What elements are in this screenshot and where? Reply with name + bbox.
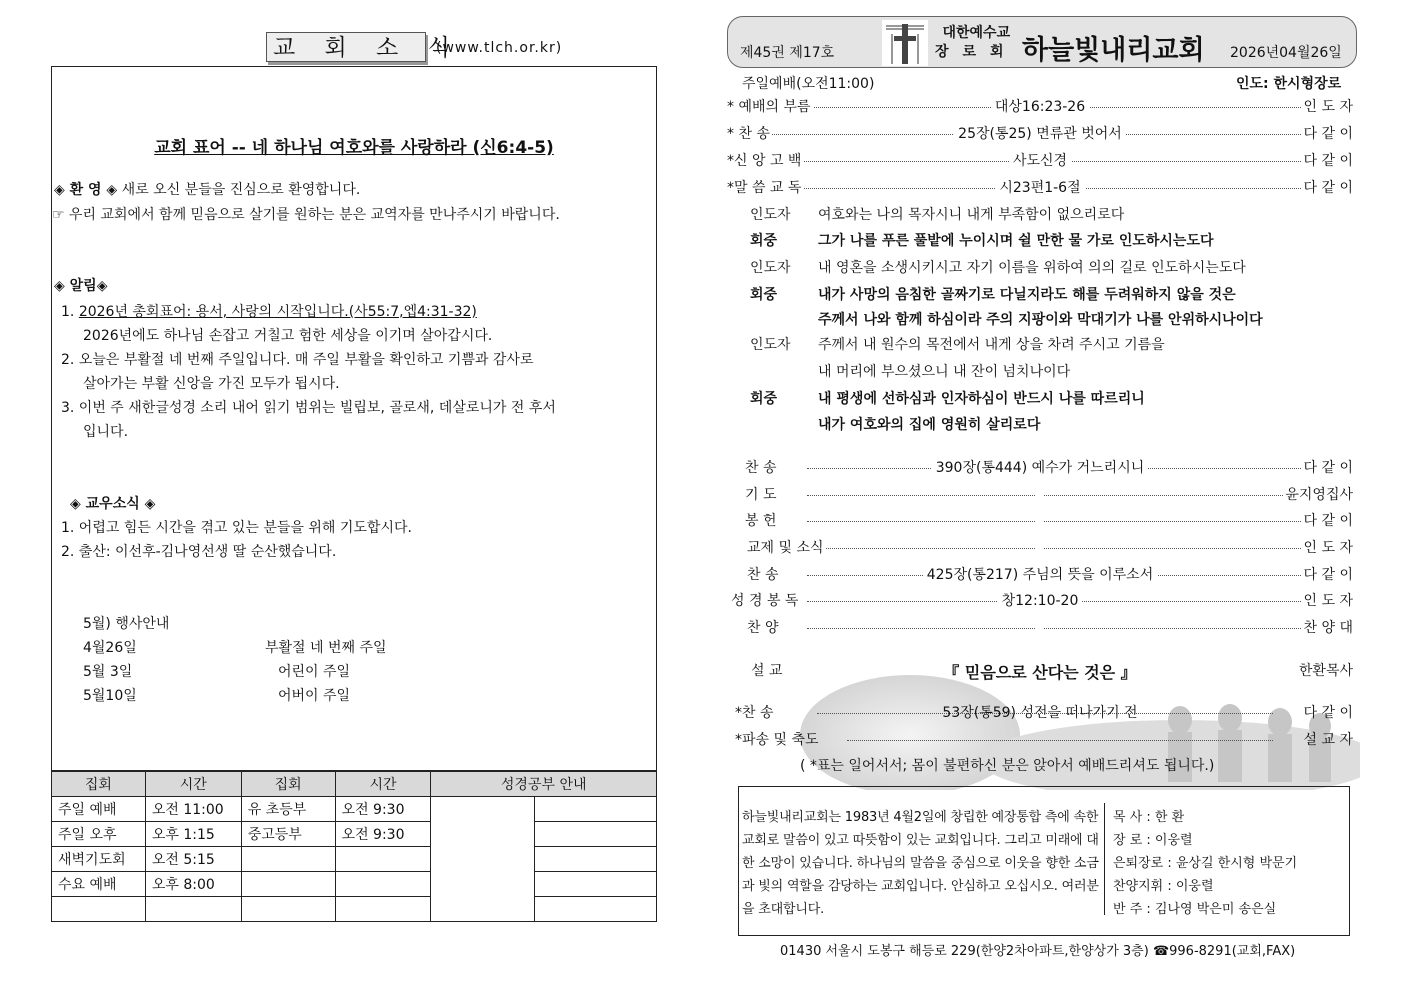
issue-date: 2026년04월26일 [1230, 45, 1342, 61]
event-name: 어린이 주일 [278, 664, 351, 680]
table-cell: 오후 1:15 [145, 822, 241, 847]
worship-order-item: *파송 및 축도 설 교 자 [735, 732, 1353, 748]
table-header: 집회 [241, 772, 335, 797]
service-leader: 인도: 한시형장로 [1236, 76, 1342, 92]
table-header-row [52, 772, 657, 797]
bible-study-cell [431, 797, 535, 922]
responsive-reading-line: 회중 내가 사망의 음침한 골짜기로 다닐지라도 해를 두려워하지 않을 것은 [750, 287, 1236, 303]
table-cell [335, 872, 431, 897]
notice-2: 2. 오늘은 부활절 네 번째 주일입니다. 매 주일 부활을 확인하고 기쁨과 감사로 [61, 352, 534, 368]
church-motto: 교회 표어 -- 네 하나님 여호와를 사랑하라 (신6:4-5) [154, 138, 554, 158]
worship-order-item: 성 경 봉 독 창12:10-20 인 도 자 [727, 590, 1353, 612]
responsive-reading-line: 회중 내 평생에 선하심과 인자하심이 반드시 나를 따르리니 [750, 391, 1145, 407]
worship-order-item: 찬 양 찬 양 대 [727, 617, 1353, 639]
staff-line: 은퇴장로 : 윤상길 한시형 박문기 [1113, 856, 1298, 871]
responsive-reading-line: 주께서 나와 함께 하심이라 주의 지팡이와 막대기가 나를 안위하시나이다 [818, 312, 1263, 328]
table-row [52, 847, 657, 872]
divider [1104, 803, 1105, 915]
welcome-text-2: ☞ 우리 교회에서 함께 믿음으로 살기를 원하는 분은 교역자를 만나주시기 바랍니다. [52, 207, 560, 223]
event-name: 부활절 네 번째 주일 [265, 640, 387, 656]
table-header: 시간 [335, 772, 431, 797]
member-news-2: 2. 출산: 이선후-김나영선생 딸 순산했습니다. [61, 544, 337, 560]
table-cell [335, 847, 431, 872]
table-cell: 주일 예배 [52, 797, 146, 822]
notice-heading: ◈ 알림◈ [54, 278, 108, 294]
church-address: 01430 서울시 도봉구 해등로 229(한양2차아파트,한양상가 3층) ☎996-8291(교회,FAX) [780, 944, 1296, 959]
bible-study-cell [535, 897, 657, 922]
service-name: 주일예배(오전11:00) [742, 76, 875, 92]
table-cell [241, 872, 335, 897]
denomination: 대한예수교 장로회 [935, 25, 1018, 60]
welcome-heading: ◈ 환 영 ◈ [54, 182, 118, 198]
staff-line: 장 로 : 이웅렬 [1113, 833, 1193, 848]
responsive-reading-line: 내가 여호와의 집에 영원히 살리로다 [818, 417, 1041, 433]
standing-note: ( *표는 일어서서; 몸이 불편하신 분은 앉아서 예배드리셔도 됩니다.) [800, 758, 1215, 774]
welcome-text: 새로 오신 분들을 진심으로 환영합니다. [121, 182, 361, 198]
welcome-line [54, 179, 360, 199]
table-header: 집회 [52, 772, 146, 797]
worship-order-item: 교제 및 소식 인 도 자 [727, 537, 1353, 559]
table-header: 성경공부 안내 [431, 772, 657, 797]
meeting-schedule-table [51, 771, 657, 922]
table-cell: 수요 예배 [52, 872, 146, 897]
church-logo-icon [882, 20, 928, 66]
church-introduction: 하늘빛내리교회는 1983년 4월2일에 창립한 예장통합 측에 속한 교회로 말씀이 있고 따뜻함이 있는 교회입니다. 그리고 미래에 대한 소망이 있습니다. 하나님의 말씀을 중심으로 이웃을 향한 소금과 빛의 역할을 감당하는 교회입니다. 안심하고 오십시오. 여러분을 초대합니다. [742, 810, 1099, 917]
table-row [52, 872, 657, 897]
bible-study-cell [535, 872, 657, 897]
table-cell [145, 897, 241, 922]
table-cell [241, 847, 335, 872]
staff-line: 목 사 : 한 환 [1113, 810, 1185, 825]
table-cell: 오전 9:30 [335, 797, 431, 822]
event-date: 4월26일 [83, 640, 137, 656]
news-box [51, 66, 657, 771]
table-row [52, 822, 657, 847]
events-heading: 5월) 행사안내 [83, 616, 170, 632]
event-date: 5월 3일 [83, 664, 133, 680]
table-cell: 오전 9:30 [335, 822, 431, 847]
table-row [52, 797, 657, 822]
sermon-line: 설 교 『 믿음으로 산다는 것은 』 한환목사 [751, 663, 1353, 682]
sermon-title: 『 믿음으로 산다는 것은 』 [943, 663, 1137, 682]
worship-order-item: *신 앙 고 백 사도신경 다 같 이 [727, 150, 1353, 172]
worship-order-item: * 찬 송 25장(통25) 면류관 벗어서 다 같 이 [727, 123, 1353, 145]
table-cell [335, 897, 431, 922]
table-cell: 오전 11:00 [145, 797, 241, 822]
notice-3: 3. 이번 주 새한글성경 소리 내어 읽기 범위는 빌립보, 골로새, 데살로니가 전 후서 [61, 400, 556, 416]
church-website: (www.tlch.or.kr) [436, 40, 563, 56]
table-row [52, 897, 657, 922]
notice-2-cont: 살아가는 부활 신앙을 가진 모두가 됩시다. [83, 376, 340, 392]
staff-line: 찬양지휘 : 이웅렬 [1113, 879, 1214, 894]
member-news-1: 1. 어렵고 힘든 시간을 겪고 있는 분들을 위해 기도합시다. [61, 520, 412, 536]
event-date: 5월10일 [83, 688, 137, 704]
worship-order-item: *찬 송 53장(통59) 성전을 떠나가기 전 다 같 이 [735, 705, 1353, 721]
table-cell: 유 초등부 [241, 797, 335, 822]
table-cell: 새벽기도회 [52, 847, 146, 872]
worship-order-item: *말 씀 교 독 시23편1-6절 다 같 이 [727, 177, 1353, 199]
worship-order-item: * 예배의 부름 대상16:23-26 인 도 자 [727, 96, 1353, 118]
worship-order-item: 찬 송 425장(통217) 주님의 뜻을 이루소서 다 같 이 [727, 564, 1353, 586]
responsive-reading-line: 인도자 주께서 내 원수의 목전에서 내게 상을 차려 주시고 기름을 [750, 337, 1165, 353]
bible-study-cell [535, 797, 657, 822]
notice-1: 1. 2026년 총회표어: 용서, 사랑의 시작입니다.(사55:7,엡4:31-32) [61, 304, 477, 320]
responsive-reading-line: 인도자 내 영혼을 소생시키시고 자기 이름을 위하여 의의 길로 인도하시는도다 [750, 260, 1246, 276]
table-cell: 중고등부 [241, 822, 335, 847]
bible-study-cell [535, 822, 657, 847]
table-cell: 주일 오후 [52, 822, 146, 847]
worship-order-item: 봉 헌 다 같 이 [727, 510, 1353, 532]
table-cell [241, 897, 335, 922]
volume-number: 제45권 제17호 [740, 45, 835, 61]
responsive-reading-line: 인도자 여호와는 나의 목자시니 내게 부족함이 없으리로다 [750, 207, 1125, 223]
staff-line: 반 주 : 김나영 박은미 송은실 [1113, 902, 1277, 917]
notice-1-cont: 2026년에도 하나님 손잡고 거칠고 험한 세상을 이기며 살아갑시다. [83, 328, 493, 344]
church-staff-list [1113, 806, 1297, 921]
member-news-heading: ◈ 교우소식 ◈ [70, 496, 156, 512]
bible-study-cell [535, 847, 657, 872]
responsive-reading-line: 회중 그가 나를 푸른 풀밭에 누이시며 쉴 만한 물 가로 인도하시는도다 [750, 233, 1214, 249]
responsive-reading-line: 내 머리에 부으셨으니 내 잔이 넘치나이다 [818, 364, 1071, 380]
worship-order-item: 찬 송 390장(통444) 예수가 거느리시니 다 같 이 [727, 457, 1353, 479]
table-cell [52, 897, 146, 922]
worship-order-item: 기 도 윤지영집사 [727, 484, 1353, 506]
table-cell: 오전 5:15 [145, 847, 241, 872]
news-section-title: 교 회 소 식 [266, 32, 426, 62]
table-header: 시간 [145, 772, 241, 797]
table-cell: 오후 8:00 [145, 872, 241, 897]
church-name: 하늘빛내리교회 [1022, 35, 1205, 66]
event-name: 어버이 주일 [278, 688, 351, 704]
notice-3-cont: 입니다. [83, 424, 129, 440]
